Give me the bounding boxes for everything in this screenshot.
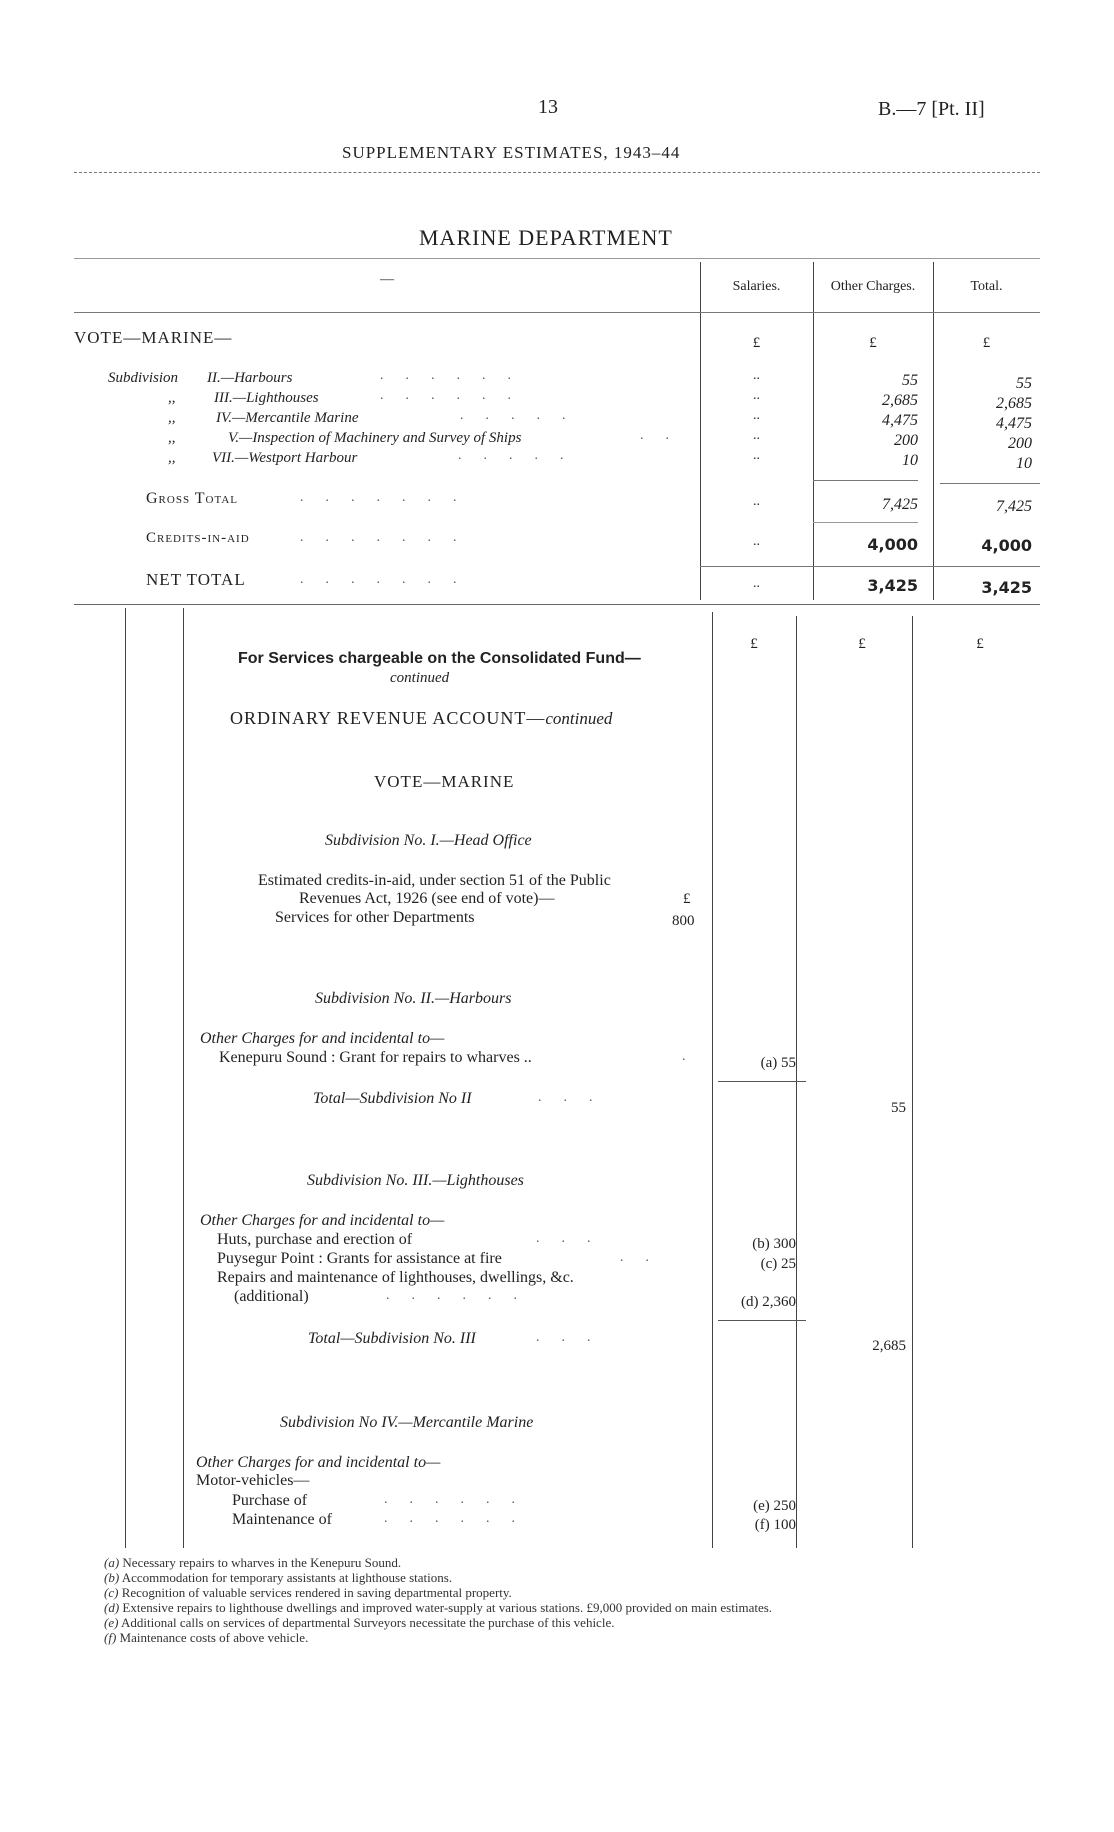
other-charges-value: 200 [894, 432, 918, 449]
leader-dots: ...... [384, 1492, 537, 1507]
footnote-mark: (f) [104, 1630, 117, 1645]
subdivision-name: IV.—Mercantile Marine [216, 410, 359, 426]
other-charges-value: 2,685 [882, 392, 918, 409]
footnote [104, 1556, 401, 1571]
footnote-text: Recognition of valuable services rendered in saving departmental property. [121, 1585, 512, 1600]
leader-dots: ...... [380, 368, 533, 383]
leader-dots: .. [640, 428, 691, 443]
currency-salaries: £ [752, 335, 761, 351]
currency-total: £ [982, 335, 991, 351]
leader-dots: ...... [380, 388, 533, 403]
col-header-other-charges: Other Charges. [830, 279, 916, 294]
sub3-total-label: Total—Subdivision No. III [308, 1330, 476, 1347]
sub4-intro: Other Charges for and incidental to— [196, 1454, 441, 1471]
summary-bottom-rule [74, 604, 1040, 605]
sub3-item-3-amount: (d) 2,360 [741, 1294, 796, 1310]
subdivision-prefix: ,, [168, 390, 176, 406]
subdivision-name: VII.—Westport Harbour [212, 450, 358, 466]
sub3-intro: Other Charges for and incidental to— [200, 1212, 445, 1229]
leader-dots: . [682, 1049, 708, 1064]
footnote [104, 1586, 512, 1601]
sub4-item-1: Purchase of [232, 1492, 308, 1509]
footnote-text: Extensive repairs to lighthouse dwellings and improved water-supply at various stations. £9,000 provided on main estimates. [122, 1600, 773, 1615]
net-total-label: NET TOTAL [146, 570, 246, 589]
leader-dots: ....... [300, 490, 479, 505]
leader-dots: ...... [384, 1511, 537, 1526]
sub2-item-1: Kenepuru Sound : Grant for repairs to wharves .. [219, 1049, 532, 1066]
account-continued: continued [545, 709, 613, 728]
header-rule [74, 312, 1040, 313]
sub2-intro: Other Charges for and incidental to— [200, 1030, 445, 1047]
subdivision-prefix: ,, [168, 450, 176, 466]
sub2-total-label: Total—Subdivision No II [313, 1090, 472, 1107]
other-charges-value: 10 [902, 452, 918, 469]
footnote [104, 1601, 772, 1616]
subdivision-prefix: Subdivision [108, 370, 178, 386]
gross-other-charges: 7,425 [882, 496, 918, 513]
leader-dots: ....... [300, 572, 479, 587]
subdivision-name: II.—Harbours [207, 370, 293, 386]
footnote-mark: (a) [104, 1555, 120, 1570]
footnote-mark: (b) [104, 1570, 120, 1585]
sub3-total-amount: 2,685 [872, 1338, 906, 1354]
sub3-item-1: Huts, purchase and erection of [217, 1231, 413, 1248]
sub3-item-2: Puysegur Point : Grants for assistance at fire [217, 1250, 502, 1267]
leader-dots: ... [538, 1090, 615, 1105]
col-divider [912, 616, 913, 1548]
footnote-text: Additional calls on services of departmental Surveyors necessitate the purchase of this vehicle. [120, 1615, 615, 1630]
total-value: 55 [1016, 375, 1032, 392]
sub1-heading: Subdivision No. I.—Head Office [325, 832, 532, 849]
table-top-rule [74, 258, 1040, 259]
salaries-value: .. [753, 408, 760, 423]
footnote-mark: (c) [104, 1585, 119, 1600]
sub4-item-1-amount: (e) 250 [753, 1498, 796, 1514]
currency-col-2: £ [858, 636, 866, 652]
col-header-total: Total. [970, 279, 1003, 294]
leader-dots: .. [620, 1250, 671, 1265]
sub1-amount: 800 [672, 913, 695, 929]
salaries-value: .. [753, 368, 760, 383]
salaries-value: .. [753, 448, 760, 463]
subdivision-name: III.—Lighthouses [214, 390, 319, 406]
total-value: 200 [1008, 435, 1032, 452]
footnote [104, 1571, 452, 1586]
sub4-heading: Subdivision No IV.—Mercantile Marine [280, 1414, 534, 1431]
margin-rule [125, 608, 126, 1548]
sub4-item-2: Maintenance of [232, 1511, 332, 1528]
sub2-item-1-amount: (a) 55 [760, 1055, 796, 1071]
total-value: 10 [1016, 455, 1032, 472]
col-header-blank: — [380, 272, 394, 287]
account-heading [230, 708, 612, 729]
net-salaries: .. [753, 576, 760, 591]
credits-in-aid-label: Credits-in-aid [146, 530, 250, 546]
leader-dots: ... [536, 1330, 613, 1345]
subdivision-prefix: ,, [168, 430, 176, 446]
gross-total-label: Gross Total [146, 490, 239, 507]
sum-rule [718, 1081, 806, 1082]
sub3-item-3: Repairs and maintenance of lighthouses, dwellings, &c. [217, 1269, 574, 1286]
sub4-item-group: Motor-vehicles— [196, 1472, 310, 1489]
leader-dots: ..... [458, 448, 586, 463]
sub1-line-1: Estimated credits-in-aid, under section 51 of the Public [258, 872, 611, 889]
credits-other-charges: 4,000 [867, 535, 918, 554]
department-title: MARINE DEPARTMENT [419, 225, 673, 250]
subtotal-rule [813, 480, 918, 481]
footnote-mark: (e) [104, 1615, 119, 1630]
currency-col-3: £ [976, 636, 984, 652]
footnote-text: Maintenance costs of above vehicle. [119, 1630, 309, 1645]
subdivision-name: V.—Inspection of Machinery and Survey of Ships [228, 430, 522, 446]
sub1-currency: £ [683, 891, 691, 907]
net-other-charges: 3,425 [867, 576, 918, 595]
footnote [104, 1616, 614, 1631]
currency-col-1: £ [750, 636, 758, 652]
header-rule [74, 172, 1040, 173]
margin-rule [183, 608, 184, 1548]
currency-other: £ [869, 335, 877, 351]
credits-total: 4,000 [981, 536, 1032, 555]
footnote-text: Accommodation for temporary assistants at lighthouse stations. [121, 1570, 453, 1585]
total-value: 4,475 [996, 415, 1032, 432]
vote-label: VOTE—MARINE— [74, 328, 233, 347]
sub4-item-2-amount: (f) 100 [754, 1517, 796, 1533]
fund-heading: For Services chargeable on the Consolidated Fund— [238, 650, 641, 667]
rule [700, 566, 1040, 567]
total-value: 2,685 [996, 395, 1032, 412]
vote-heading: VOTE—MARINE [374, 772, 515, 791]
col-divider [796, 616, 797, 1548]
gross-salaries: .. [753, 494, 760, 509]
leader-dots: ...... [386, 1288, 539, 1303]
fund-continued: continued [390, 670, 450, 686]
sub1-line-2: Revenues Act, 1926 (see end of vote)— [299, 890, 555, 907]
subdivision-prefix: ,, [168, 410, 176, 426]
leader-dots: ... [536, 1231, 613, 1246]
credits-salaries: .. [753, 534, 760, 549]
footnote-text: Necessary repairs to wharves in the Kenepuru Sound. [122, 1555, 402, 1570]
footnote [104, 1631, 308, 1646]
other-charges-value: 4,475 [882, 412, 918, 429]
document-reference: B.—7 [Pt. II] [878, 98, 985, 120]
col-divider [712, 612, 713, 1548]
other-charges-value: 55 [902, 372, 918, 389]
leader-dots: ..... [460, 408, 588, 423]
sub2-total-amount: 55 [891, 1100, 906, 1116]
leader-dots: ....... [300, 530, 479, 545]
sub3-item-1-amount: (b) 300 [752, 1236, 796, 1252]
running-title: SUPPLEMENTARY ESTIMATES, 1943–44 [342, 143, 681, 162]
sub3-item-2-amount: (c) 25 [760, 1256, 796, 1272]
sub3-item-3-cont: (additional) [234, 1288, 309, 1305]
page-number: 13 [538, 96, 558, 118]
sub1-line-3: Services for other Departments [275, 909, 475, 926]
subtotal-rule [940, 483, 1040, 484]
rule [813, 522, 918, 523]
salaries-value: .. [753, 388, 760, 403]
sub3-heading: Subdivision No. III.—Lighthouses [307, 1172, 524, 1189]
col-header-salaries: Salaries. [732, 279, 781, 294]
account-heading-text: ORDINARY REVENUE ACCOUNT— [230, 708, 546, 728]
gross-total: 7,425 [996, 498, 1032, 515]
footnote-mark: (d) [104, 1600, 120, 1615]
sum-rule [718, 1320, 806, 1321]
salaries-value: .. [753, 428, 760, 443]
sub2-heading: Subdivision No. II.—Harbours [315, 990, 512, 1007]
net-total: 3,425 [981, 578, 1032, 597]
